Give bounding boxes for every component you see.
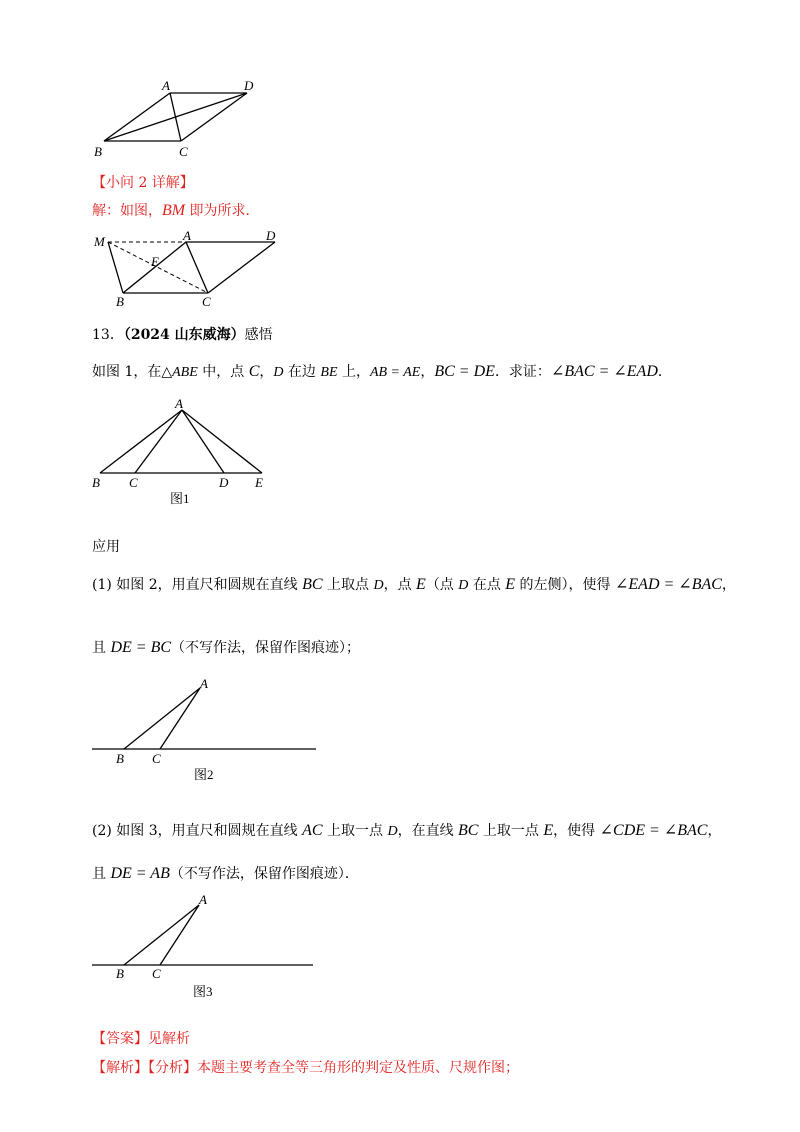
apply-part2-line2 [92, 863, 359, 883]
label-fig3-C: C [152, 966, 161, 981]
apply-title: 应用 [92, 539, 120, 555]
p1-text-f: 的左侧），使得 [515, 577, 615, 593]
q13-sep-1: ， [259, 364, 274, 380]
p1-d: D [373, 578, 384, 593]
q13-text-3: 在边 [283, 364, 321, 380]
analysis-sub-label: 【分析】 [148, 1060, 197, 1076]
answer-text: 见解析 [148, 1031, 190, 1047]
label-fig1-D: D [219, 475, 229, 490]
apply-part1-line1 [92, 574, 736, 594]
label-fig2-A: A [200, 676, 208, 691]
sub2-heading: 【小问 2 详解】 [92, 175, 194, 191]
p2-ac: AC [302, 822, 323, 839]
q13-text-2: 中，点 [197, 364, 249, 380]
p2-text-f: ， [707, 823, 722, 839]
p1-e: E [416, 576, 426, 593]
p1-d2: D [458, 578, 469, 593]
label-top-D: D [244, 78, 254, 93]
label-sub2-A: A [183, 228, 191, 243]
q13-eq-2: BC = DE [434, 363, 495, 380]
label-sub2-D: D [266, 228, 276, 243]
sub2-solution-var: BM [162, 202, 186, 219]
q13-text-5: ．求证： [494, 364, 551, 380]
label-fig1-C: C [129, 475, 138, 490]
q13-triangle: △ABE [161, 365, 198, 380]
p2-text-a: (2) 如图 3，用直尺和圆规在直线 [92, 823, 303, 839]
p2-line2-eq: DE = AB [110, 865, 170, 882]
p2-eq: ∠CDE = ∠BAC [599, 822, 708, 839]
label-fig3-B: B [116, 966, 124, 981]
q13-header [92, 324, 273, 344]
p2-text-e: ，使得 [553, 823, 600, 839]
q13-eq-3: ∠BAC = ∠EAD [550, 363, 658, 380]
sub2-solution-suffix: 即为所求． [185, 203, 260, 219]
p1-text-a: (1) 如图 2，用直尺和圆规在直线 [92, 577, 303, 593]
label-top-C: C [179, 144, 188, 159]
answer-line [92, 1028, 190, 1048]
p2-d: D [387, 824, 398, 839]
p2-text-c: ，在直线 [397, 823, 459, 839]
q13-number: 13． [92, 327, 124, 343]
q13-point-d: D [273, 365, 284, 380]
p1-text-e: 在点 [468, 577, 506, 593]
analysis-label: 【解析】 [92, 1060, 148, 1076]
p2-line2-b: （不写作法，保留作图痕迹）． [169, 866, 359, 882]
sub2-solution-prefix: 解：如图， [92, 203, 162, 219]
p1-text-g: ， [721, 577, 736, 593]
q13-end: ． [657, 364, 672, 380]
p1-line2-a: 且 [92, 640, 111, 656]
label-fig3-A: A [199, 892, 207, 907]
q13-eq-1: AB = AE [369, 365, 421, 380]
p2-e: E [543, 822, 554, 839]
q13-segment: BE [320, 365, 338, 380]
label-fig1-A: A [175, 396, 183, 411]
label-fig2-B: B [116, 751, 124, 766]
figure-2-caption: 图2 [194, 767, 214, 782]
p1-eq: ∠EAD = ∠BAC [614, 576, 722, 593]
q13-statement [92, 361, 672, 381]
apply-part1-line2 [92, 637, 360, 657]
apply-part2-line1 [92, 820, 721, 840]
q13-topic: 感悟 [244, 327, 273, 343]
q13-text-4: 上， [337, 364, 370, 380]
figure-1-caption: 图1 [170, 491, 190, 506]
label-sub2-C: C [202, 294, 211, 309]
q13-sep-2: ， [420, 364, 435, 380]
p1-text-c: ，点 [383, 577, 417, 593]
label-top-A: A [162, 78, 170, 93]
label-sub2-B: B [116, 294, 124, 309]
analysis-text: 本题主要考查全等三角形的判定及性质、尺规作图； [197, 1060, 519, 1076]
q13-source: （2024 山东威海） [123, 327, 245, 343]
q13-point-c: C [248, 363, 260, 380]
sub2-solution [92, 200, 260, 220]
p2-text-b: 上取一点 [322, 823, 388, 839]
p1-line2-eq: DE = BC [110, 639, 172, 656]
p1-bc: BC [302, 576, 323, 593]
answer-label: 【答案】 [92, 1031, 148, 1047]
figure-3-caption: 图3 [193, 984, 213, 999]
p1-text-d: （点 [425, 577, 459, 593]
p1-line2-b: （不写作法，保留作图痕迹）； [171, 640, 361, 656]
p1-e2: E [505, 576, 516, 593]
analysis-line [92, 1057, 519, 1077]
p2-text-d: 上取一点 [478, 823, 544, 839]
p2-bc: BC [458, 822, 479, 839]
label-sub2-M: M [94, 234, 105, 249]
q13-text-1: 如图 1，在 [92, 364, 162, 380]
label-fig1-B: B [92, 475, 100, 490]
label-sub2-E: E [151, 254, 159, 269]
label-fig1-E: E [255, 475, 263, 490]
p1-text-b: 上取点 [322, 577, 374, 593]
p2-line2-a: 且 [92, 866, 111, 882]
label-fig2-C: C [152, 751, 161, 766]
label-top-B: B [94, 144, 102, 159]
